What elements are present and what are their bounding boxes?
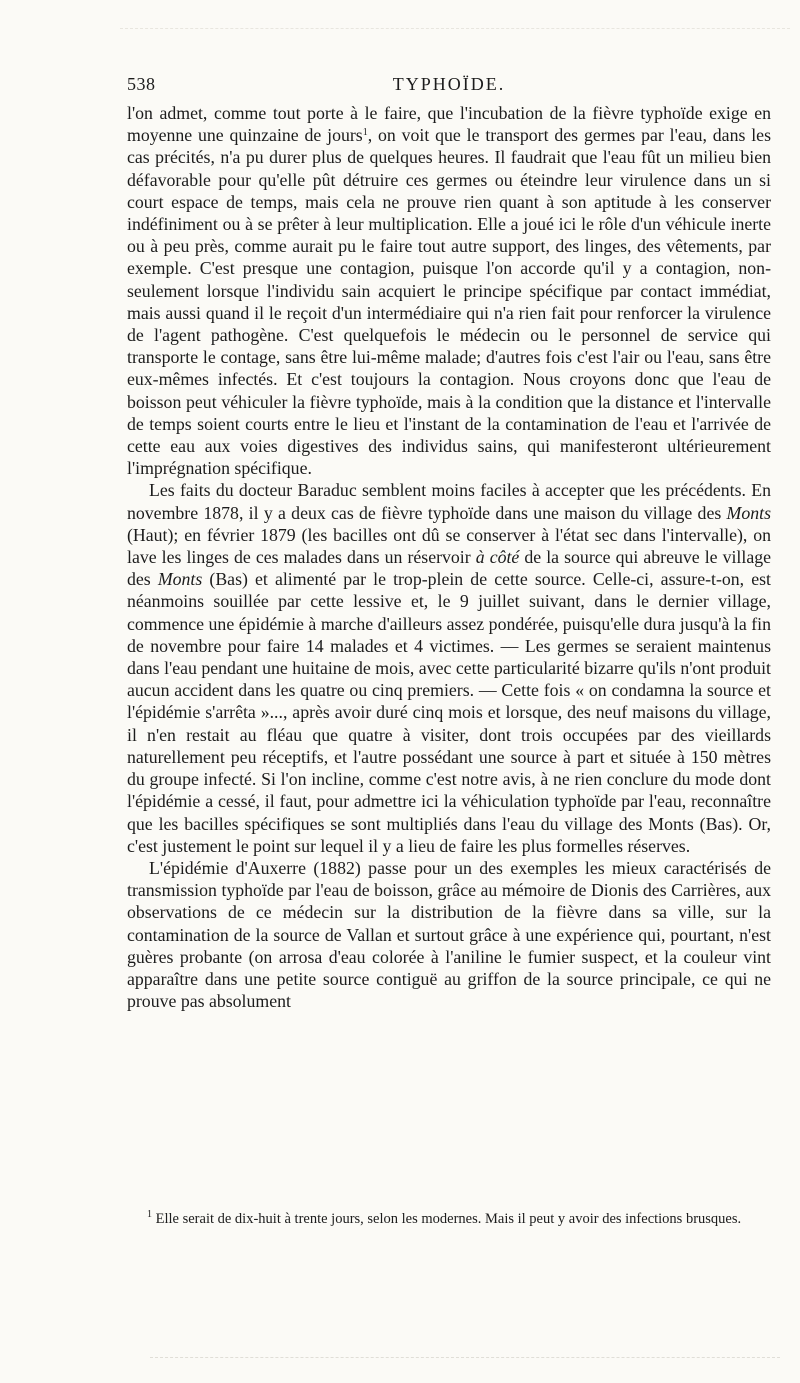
page-header [127,74,771,100]
paragraph-2: Les faits du docteur Baraduc semblent moins faciles à accepter que les précédents. En novembre 1878, il y a deux cas de fièvre typhoïde dans une maison du village des Monts (Haut); en février 1879 (les bacilles ont dû se conserver à l'état sec dans l'intervalle), on lave les linges de ces malades dans un réservoir à côté de la source qui abreuve le village des Monts (Bas) et alimenté par le trop-plein de cette source. Celle-ci, assure-t-on, est néanmoins souillée par cette lessive et, le 9 juillet suivant, dans le dernier village, commence une épidémie à marche d'ailleurs assez pondérée, puisqu'elle dura jusqu'à la fin de novembre pour faire 14 malades et 4 victimes. — Les germes se seraient maintenus dans l'eau pendant une huitaine de mois, avec cette particularité bizarre qu'ils n'ont produit aucun accident dans les quatre ou cinq premiers. — Cette fois « on condamna la source et l'épidémie s'arrêta »..., après avoir duré cinq mois et lorsque, des neuf maisons du village, il n'en restait au fléau que quatre à visiter, dont trois occupées par des vieillards naturellement peu réceptifs, et l'autre possédant une source à part et située à 150 mètres du groupe infecté. Si l'on incline, comme c'est notre avis, à ne rien conclure du mode dont l'épidémie a cessé, il faut, pour admettre ici la véhiculation typhoïde par l'eau, reconnaître que les bacilles spécifiques se sont multipliés dans l'eau du village des Monts (Bas). Or, c'est justement le point sur lequel il y a lieu de faire les plus formelles réserves. [127,480,771,856]
paragraph-1: l'on admet, comme tout porte à le faire, que l'incubation de la fièvre typhoïde exige en moyenne une quinzaine de jours$^1$, on voit que le transport des germes par l'eau, dans les cas précités, n'a pu durer plus de quelques heures. Il faudrait que l'eau fût un milieu bien défavorable pour qu'elle pût détruire ces germes ou éteindre leur virulence dans un si court espace de temps, mais cela ne prouve rien quant à son aptitude à les conserver indéfiniment ou à se prêter à leur multiplication. Elle a joué ici le rôle d'un véhicule inerte ou à peu près, comme aurait pu le faire tout autre support, des linges, des vêtements, par exemple. C'est presque une contagion, puisque l'on accorde qu'il y a contagion, non-seulement lorsque l'individu sain acquiert le principe spécifique par contact immédiat, mais aussi quand il le reçoit d'un intermédiaire qui n'a rien fait pour renforcer la virulence de l'agent pathogène. C'est quelquefois le médecin ou le personnel de service qui transporte le contage, sans être lui-même malade; d'autres fois c'est l'air ou l'eau, sans être eux-mêmes infectés. Et c'est toujours la contagion. Nous croyons donc que l'eau de boisson peut véhiculer la fièvre typhoïde, mais à la condition que la distance et l'intervalle de temps soient courts entre le lieu et l'instant de la contamination de l'eau et l'arrivée de cette eau aux voies digestives des individus sains, qui manifesteront ultérieurement l'imprégnation spécifique. [127,103,771,479]
page-number: 538 [127,74,156,94]
footnote [127,1210,771,1229]
paragraph-3: L'épidémie d'Auxerre (1882) passe pour un des exemples les mieux caractérisés de transmission typhoïde par l'eau de boisson, grâce au mémoire de Dionis des Carrières, aux observations de ce médecin sur la distribution de la fièvre dans sa ville, sur la contamination de la source de Vallan et surtout grâce à une expérience qui, pourtant, n'est guères probante (on arrosa d'eau colorée à l'aniline le fumier suspect, et la couleur vint apparaître dans une petite source contiguë au griffon de la source principale, ce qui ne prouve pas absolument [127,857,771,1012]
footnote-text: Elle serait de dix-huit à trente jours, selon les modernes. Mais il peut y avoir des infections brusques. [155,1211,742,1227]
footnote-marker: 1 [147,1209,152,1220]
running-title: TYPHOÏDE. [392,74,506,94]
footnote-reference: 1 [362,127,368,139]
body-text [127,102,771,1012]
bottom-scan-artifact [150,1357,780,1359]
top-scan-artifact [120,28,790,30]
